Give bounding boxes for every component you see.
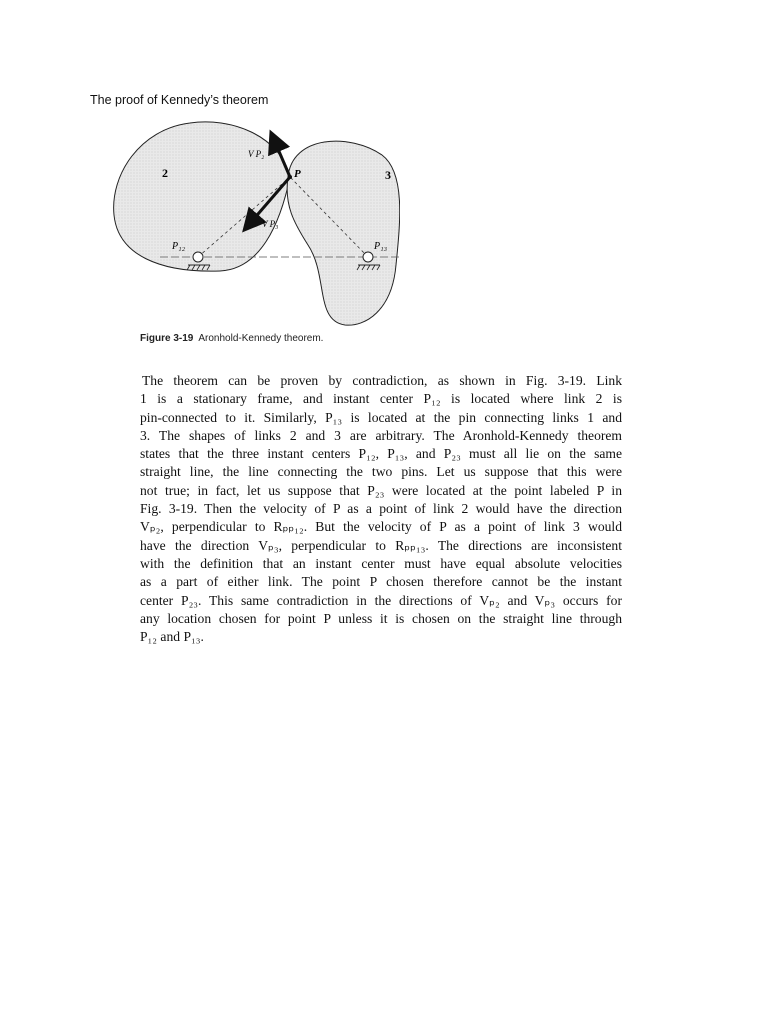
paragraph-line: as a part of either link. The point P chosen therefore cannot be the instant — [140, 574, 622, 590]
figure-caption — [140, 333, 323, 344]
label-link-2: 2 — [162, 166, 168, 180]
kennedy-figure — [100, 115, 400, 330]
body-paragraph — [140, 372, 622, 646]
paragraph-line: Vₚ₂, perpendicular to Rₚₚ₁₂. But the velocity of P as a point of link 3 would — [140, 519, 622, 535]
caption-text: Aronhold-Kennedy theorem. — [198, 333, 324, 344]
paragraph-line: have the direction Vₚ₃, perpendicular to Rₚₚ₁₃. The directions are inconsistent — [140, 537, 622, 553]
link-2-body — [114, 122, 290, 271]
paragraph-line: states that the three instant centers P₁₂, P₁₃, and P₂₃ must all lie on the same — [140, 446, 622, 462]
paragraph-line: pin-connected to it. Similarly, P₁₃ is located at the pin connecting links 1 and — [140, 409, 622, 425]
page-heading: The proof of Kennedy’s theorem — [90, 93, 269, 107]
paragraph-line: P₁₂ and P₁₃. — [140, 629, 204, 645]
label-link-3: 3 — [385, 168, 391, 182]
label-p12: P₁₂ — [172, 241, 186, 252]
paragraph-line: 3. The shapes of links 2 and 3 are arbitrary. The Aronhold-Kennedy theorem — [140, 427, 622, 443]
label-p: P — [294, 168, 301, 180]
paragraph-line: any location chosen for point P unless it is chosen on the straight line through — [140, 610, 622, 626]
paragraph-line: straight line, the line connecting the two pins. Let us suppose that this were — [140, 464, 622, 480]
link-3-body — [287, 141, 400, 325]
paragraph-line: center P₂₃. This same contradiction in the directions of Vₚ₂ and Vₚ₃ occurs for — [140, 592, 622, 608]
label-p13: P₁₃ — [374, 241, 388, 252]
paragraph-line: with the definition that an instant center must have equal absolute velocities — [140, 555, 622, 571]
paragraph-line: Fig. 3-19. Then the velocity of P as a point of link 2 would have the direction — [140, 501, 622, 517]
paragraph-line: 1 is a stationary frame, and instant center P₁₂ is located where link 2 is — [140, 391, 622, 407]
label-vp3: V P₃ — [262, 219, 279, 229]
label-vp2: V P₂ — [248, 149, 265, 159]
caption-label: Figure 3-19 — [140, 333, 194, 344]
paragraph-line: not true; in fact, let us suppose that P₂₃ were located at the point labeled P in — [140, 482, 622, 498]
point-p — [288, 175, 292, 179]
paragraph-line: The theorem can be proven by contradiction, as shown in Fig. 3-19. Link — [142, 373, 622, 388]
